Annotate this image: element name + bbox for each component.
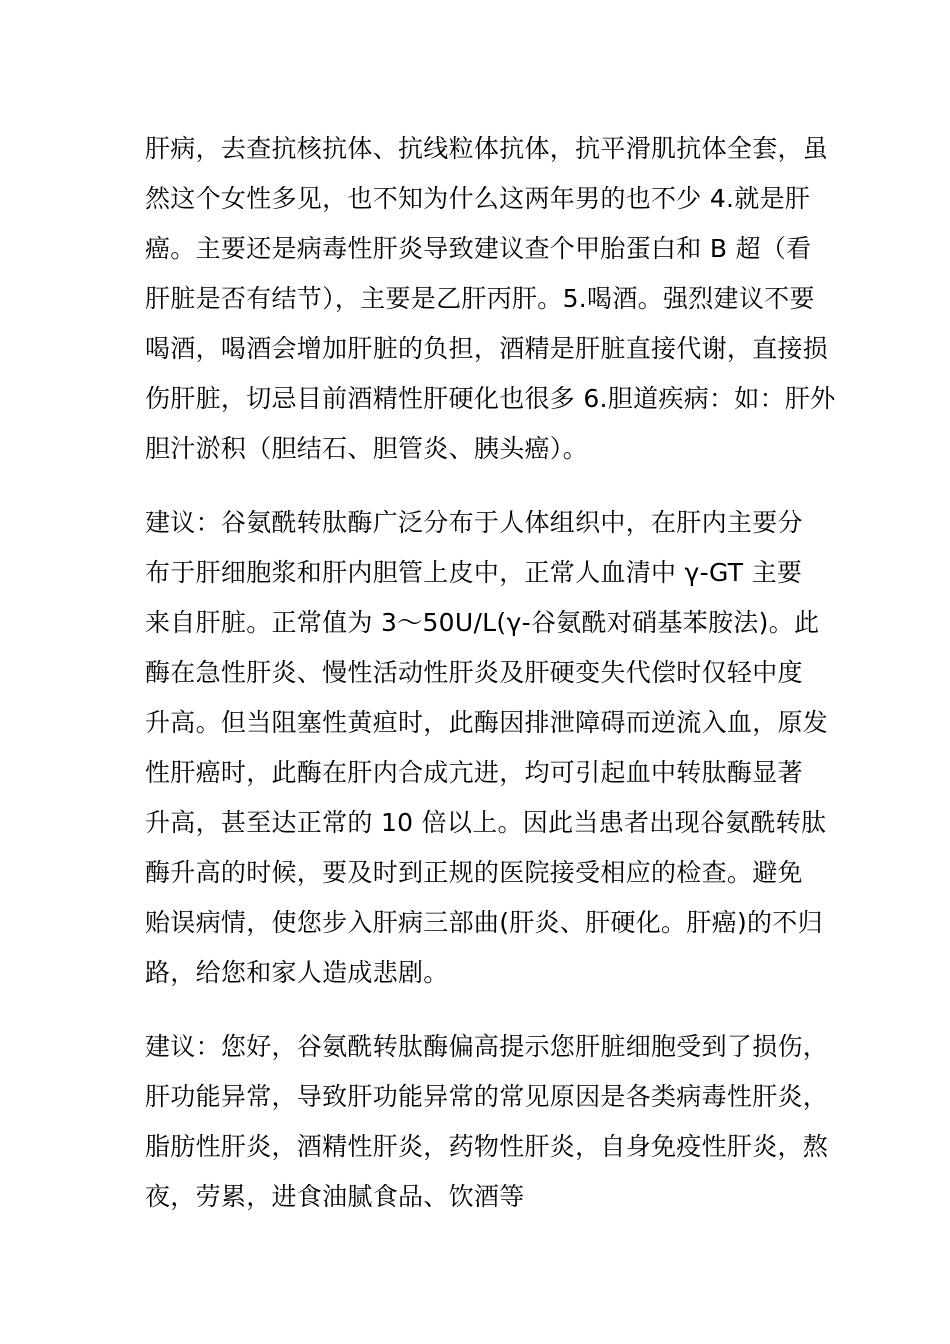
text-line: 建议：谷氨酰转肽酶广泛分布于人体组织中，在肝内主要分 bbox=[145, 508, 803, 537]
paragraph-common-causes bbox=[145, 1022, 829, 1222]
text-line: 脂肪性肝炎，酒精性肝炎，药物性肝炎，自身免疫性肝炎，熬 bbox=[145, 1132, 829, 1161]
text-line: 升高，甚至达正常的 10 倍以上。因此当患者出现谷氨酰转肽 bbox=[145, 808, 827, 837]
document-body bbox=[145, 124, 836, 1246]
text-line: 贻误病情，使您步入肝病三部曲(肝炎、肝硬化。肝癌)的不归 bbox=[145, 908, 823, 937]
paragraph-liver-causes bbox=[145, 124, 836, 474]
text-line: 建议：您好，谷氨酰转肽酶偏高提示您肝脏细胞受到了损伤， bbox=[145, 1032, 829, 1061]
text-line: 然这个女性多见，也不知为什么这两年男的也不少 4.就是肝 bbox=[145, 184, 811, 213]
text-line: 喝酒，喝酒会增加肝脏的负担，酒精是肝脏直接代谢，直接损 bbox=[145, 334, 829, 363]
text-line: 升高。但当阻塞性黄疸时，此酶因排泄障碍而逆流入血，原发 bbox=[145, 708, 829, 737]
text-line: 路，给您和家人造成悲剧。 bbox=[145, 958, 449, 987]
text-line: 肝病，去查抗核抗体、抗线粒体抗体，抗平滑肌抗体全套，虽 bbox=[145, 134, 829, 163]
paragraph-ggt-advice bbox=[145, 498, 829, 998]
text-line: 来自肝脏。正常值为 3～50U/L(γ-谷氨酰对硝基苯胺法)。此 bbox=[145, 608, 820, 637]
text-line: 肝功能异常，导致肝功能异常的常见原因是各类病毒性肝炎， bbox=[145, 1082, 829, 1111]
text-line: 夜，劳累，进食油腻食品、饮酒等 bbox=[145, 1182, 525, 1211]
text-line: 性肝癌时，此酶在肝内合成亢进，均可引起血中转肽酶显著 bbox=[145, 758, 803, 787]
text-line: 伤肝脏，切忌目前酒精性肝硬化也很多 6.胆道疾病：如：肝外 bbox=[145, 384, 836, 413]
text-line: 癌。主要还是病毒性肝炎导致建议查个甲胎蛋白和 B 超（看 bbox=[145, 234, 812, 263]
text-line: 酶在急性肝炎、慢性活动性肝炎及肝硬变失代偿时仅轻中度 bbox=[145, 658, 803, 687]
text-line: 胆汁淤积（胆结石、胆管炎、胰头癌）。 bbox=[145, 434, 588, 463]
text-line: 布于肝细胞浆和肝内胆管上皮中，正常人血清中 γ-GT 主要 bbox=[145, 558, 803, 587]
text-line: 肝脏是否有结节），主要是乙肝丙肝。5.喝酒。强烈建议不要 bbox=[145, 284, 815, 313]
text-line: 酶升高的时候，要及时到正规的医院接受相应的检查。避免 bbox=[145, 858, 803, 887]
